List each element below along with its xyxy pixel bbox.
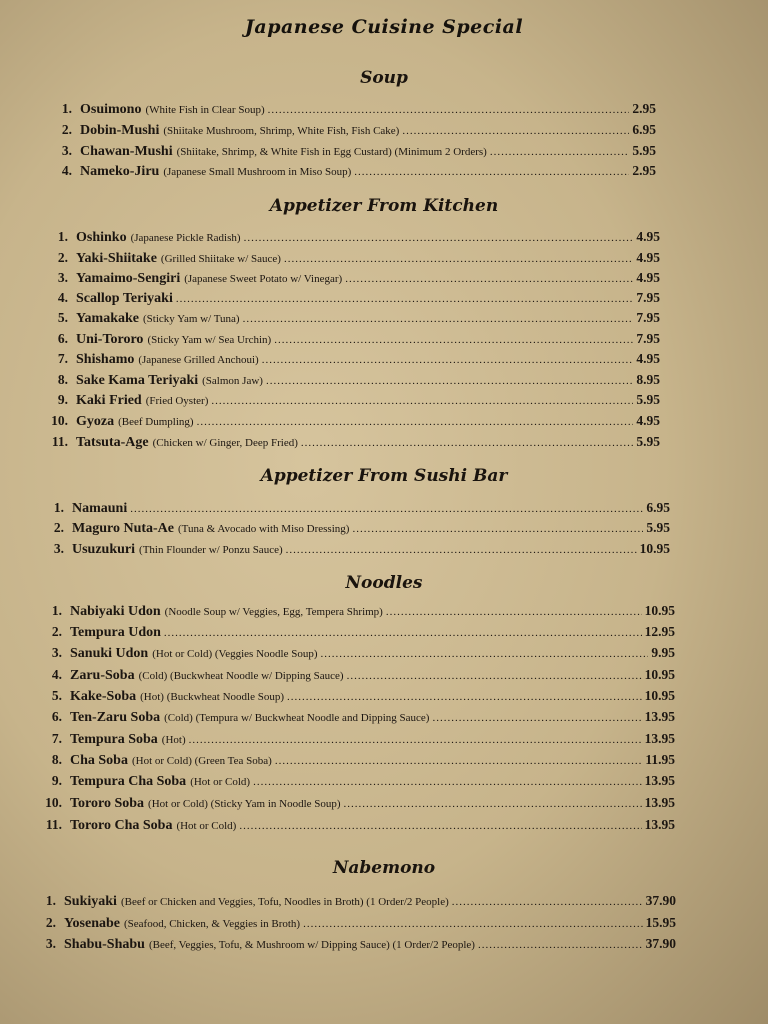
section-title: Nabemono xyxy=(332,858,436,878)
item-number: 11. xyxy=(51,434,68,449)
item-name: Shishamo xyxy=(76,352,135,367)
item-price: 4.95 xyxy=(636,250,660,265)
item-price: 7.95 xyxy=(636,310,660,325)
item-price: 6.95 xyxy=(646,500,670,515)
item-price: 13.95 xyxy=(644,795,675,810)
menu-item xyxy=(0,372,660,392)
menu-item xyxy=(0,520,670,540)
dot-leader xyxy=(266,375,633,387)
item-number: 9. xyxy=(51,773,62,788)
item-number: 2. xyxy=(53,520,64,535)
item-name: Dobin-Mushi xyxy=(80,123,160,138)
item-price: 4.95 xyxy=(636,413,660,428)
item-price: 2.95 xyxy=(632,101,656,116)
item-name: Maguro Nuta-Ae xyxy=(72,521,175,536)
dot-leader xyxy=(262,354,634,366)
dot-leader xyxy=(303,918,643,930)
item-number: 2. xyxy=(57,250,68,265)
item-number: 4. xyxy=(51,667,62,682)
dot-leader xyxy=(402,125,629,137)
item-name: Tempura Soba xyxy=(70,732,158,747)
section-title: Appetizer From Sushi Bar xyxy=(260,466,508,486)
item-description: (Japanese Grilled Anchoui) xyxy=(138,354,259,366)
item-number: 1. xyxy=(61,101,72,116)
item-name: Tororo Cha Soba xyxy=(70,818,173,833)
item-description: (Japanese Small Mushroom in Miso Soup) xyxy=(163,166,352,178)
item-price: 5.95 xyxy=(632,143,656,158)
item-number: 2. xyxy=(51,624,62,639)
item-description: (Thin Flounder w/ Ponzu Sauce) xyxy=(139,544,283,556)
menu-item xyxy=(0,413,660,433)
item-price: 8.95 xyxy=(636,372,660,387)
item-description: (Shiitake Mushroom, Shrimp, White Fish, Fish Cake) xyxy=(163,125,400,137)
item-price: 13.95 xyxy=(644,773,675,788)
item-number: 6. xyxy=(51,709,62,724)
item-number: 6. xyxy=(57,331,68,346)
item-description: (Hot) xyxy=(161,734,186,746)
item-price: 10.95 xyxy=(644,603,675,618)
dot-leader xyxy=(243,313,634,325)
item-description: (Hot or Cold) xyxy=(190,776,251,788)
item-description: (Japanese Pickle Radish) xyxy=(130,232,241,244)
menu-item xyxy=(0,434,660,454)
item-price: 11.95 xyxy=(645,752,675,767)
dot-leader xyxy=(354,166,629,178)
item-name: Cha Soba xyxy=(70,753,128,768)
item-price: 5.95 xyxy=(646,520,670,535)
menu-item xyxy=(0,122,656,142)
item-description: (Sticky Yam w/ Sea Urchin) xyxy=(147,334,272,346)
dot-leader xyxy=(211,395,633,407)
dot-leader xyxy=(432,712,641,724)
item-price: 4.95 xyxy=(636,351,660,366)
item-description: (Grilled Shiitake w/ Sauce) xyxy=(160,253,281,265)
item-price: 37.90 xyxy=(645,893,676,908)
item-price: 37.90 xyxy=(645,936,676,951)
item-number: 5. xyxy=(57,310,68,325)
item-price: 13.95 xyxy=(644,817,675,832)
item-description: (Beef, Veggies, Tofu, & Mushroom w/ Dipping Sauce) (1 Order/2 People) xyxy=(148,939,475,951)
item-name: Chawan-Mushi xyxy=(80,144,173,159)
item-description: (Hot or Cold) (Green Tea Soba) xyxy=(131,755,272,767)
item-description: (Shiitake, Shrimp, & White Fish in Egg Custard) (Minimum 2 Orders) xyxy=(176,146,487,158)
dot-leader xyxy=(239,820,641,832)
item-number: 8. xyxy=(51,752,62,767)
dot-leader xyxy=(286,544,637,556)
dot-leader xyxy=(197,416,634,428)
menu-item xyxy=(0,392,660,412)
item-number: 3. xyxy=(61,143,72,158)
item-name: Yamakake xyxy=(76,311,140,326)
item-description: (Hot or Cold) (Veggies Noodle Soup) xyxy=(152,648,318,660)
item-description: (Fried Oyster) xyxy=(145,395,209,407)
menu-item xyxy=(0,290,660,310)
item-price: 2.95 xyxy=(632,163,656,178)
menu-item xyxy=(0,143,656,163)
dot-leader xyxy=(176,293,634,305)
dot-leader xyxy=(130,503,643,515)
menu-item xyxy=(0,331,660,351)
item-price: 10.95 xyxy=(639,541,670,556)
item-description: (Cold) (Buckwheat Noodle w/ Dipping Sauce) xyxy=(138,670,344,682)
menu-item xyxy=(0,101,656,121)
menu-item xyxy=(0,603,675,623)
menu-item xyxy=(0,541,670,561)
item-price: 13.95 xyxy=(644,709,675,724)
item-number: 1. xyxy=(53,500,64,515)
item-number: 1. xyxy=(45,893,56,908)
item-price: 4.95 xyxy=(636,270,660,285)
item-number: 7. xyxy=(51,731,62,746)
menu-item xyxy=(0,310,660,330)
item-description: (Tuna & Avocado with Miso Dressing) xyxy=(178,523,350,535)
item-price: 12.95 xyxy=(644,624,675,639)
item-description: (Chicken w/ Ginger, Deep Fried) xyxy=(152,437,298,449)
item-description: (Hot or Cold) (Sticky Yam in Noodle Soup) xyxy=(148,798,341,810)
item-number: 3. xyxy=(57,270,68,285)
dot-leader xyxy=(164,627,642,639)
item-description: (Noodle Soup w/ Veggies, Egg, Tempera Shrimp) xyxy=(164,606,383,618)
menu-item xyxy=(0,817,675,837)
item-name: Tempura Cha Soba xyxy=(70,774,187,789)
menu-item xyxy=(0,250,660,270)
dot-leader xyxy=(253,776,642,788)
item-number: 3. xyxy=(53,541,64,556)
item-description: (Sticky Yam w/ Tuna) xyxy=(143,313,240,325)
item-name: Nameko-Jiru xyxy=(80,164,160,179)
dot-leader xyxy=(490,146,630,158)
item-price: 7.95 xyxy=(636,331,660,346)
item-description: (Salmon Jaw) xyxy=(202,375,263,387)
item-price: 6.95 xyxy=(632,122,656,137)
item-name: Tempura Udon xyxy=(70,625,161,640)
dot-leader xyxy=(344,798,642,810)
item-number: 4. xyxy=(61,163,72,178)
item-number: 10. xyxy=(45,795,62,810)
item-name: Oshinko xyxy=(76,230,127,245)
item-description: (Hot or Cold) xyxy=(176,820,237,832)
menu-item xyxy=(0,936,676,956)
menu-item xyxy=(0,752,675,772)
item-name: Nabiyaki Udon xyxy=(70,604,161,619)
item-name: Zaru-Soba xyxy=(70,668,135,683)
item-number: 1. xyxy=(57,229,68,244)
item-description: (Japanese Sweet Potato w/ Vinegar) xyxy=(184,273,343,285)
item-name: Tatsuta-Age xyxy=(76,435,149,450)
item-number: 7. xyxy=(57,351,68,366)
item-price: 5.95 xyxy=(636,434,660,449)
item-number: 2. xyxy=(45,915,56,930)
item-number: 3. xyxy=(51,645,62,660)
item-description: (Hot) (Buckwheat Noodle Soup) xyxy=(140,691,285,703)
dot-leader xyxy=(452,896,643,908)
item-name: Namauni xyxy=(72,501,128,516)
menu-item xyxy=(0,709,675,729)
item-name: Sake Kama Teriyaki xyxy=(76,373,199,388)
dot-leader xyxy=(284,253,633,265)
menu-title: Japanese Cuisine Special xyxy=(244,16,524,38)
menu-item xyxy=(0,624,675,644)
dot-leader xyxy=(287,691,642,703)
menu-item xyxy=(0,773,675,793)
item-number: 9. xyxy=(57,392,68,407)
item-description: (Beef or Chicken and Veggies, Tofu, Noodles in Broth) (1 Order/2 People) xyxy=(120,896,449,908)
menu-item xyxy=(0,795,675,815)
item-name: Yosenabe xyxy=(64,916,121,931)
item-number: 3. xyxy=(45,936,56,951)
item-name: Ten-Zaru Soba xyxy=(70,710,161,725)
item-price: 7.95 xyxy=(636,290,660,305)
item-price: 10.95 xyxy=(644,667,675,682)
item-price: 13.95 xyxy=(644,731,675,746)
dot-leader xyxy=(274,334,633,346)
dot-leader xyxy=(478,939,643,951)
dot-leader xyxy=(275,755,643,767)
item-name: Kake-Soba xyxy=(70,689,137,704)
item-number: 11. xyxy=(45,817,62,832)
item-name: Yaki-Shiitake xyxy=(76,251,157,266)
menu-item xyxy=(0,270,660,290)
dot-leader xyxy=(347,670,642,682)
dot-leader xyxy=(352,523,643,535)
item-description: (Cold) (Tempura w/ Buckwheat Noodle and Dipping Sauce) xyxy=(164,712,430,724)
dot-leader xyxy=(386,606,642,618)
menu-item xyxy=(0,731,675,751)
item-name: Kaki Fried xyxy=(76,393,142,408)
dot-leader xyxy=(189,734,642,746)
item-description: (White Fish in Clear Soup) xyxy=(145,104,265,116)
menu-item xyxy=(0,688,675,708)
item-price: 4.95 xyxy=(636,229,660,244)
dot-leader xyxy=(321,648,649,660)
menu-item xyxy=(0,229,660,249)
item-name: Gyoza xyxy=(76,414,115,429)
item-name: Scallop Teriyaki xyxy=(76,291,173,306)
item-number: 5. xyxy=(51,688,62,703)
item-description: (Seafood, Chicken, & Veggies in Broth) xyxy=(124,918,301,930)
item-price: 15.95 xyxy=(645,915,676,930)
menu-item xyxy=(0,915,676,935)
dot-leader xyxy=(244,232,634,244)
item-name: Uni-Tororo xyxy=(76,332,144,347)
menu-item xyxy=(0,351,660,371)
item-description: (Beef Dumpling) xyxy=(118,416,194,428)
menu-item xyxy=(0,667,675,687)
section-title: Appetizer From Kitchen xyxy=(269,196,499,216)
dot-leader xyxy=(268,104,630,116)
dot-leader xyxy=(301,437,633,449)
menu-item xyxy=(0,893,676,913)
item-price: 9.95 xyxy=(651,645,675,660)
menu-item xyxy=(0,500,670,520)
item-number: 8. xyxy=(57,372,68,387)
item-number: 10. xyxy=(51,413,68,428)
item-number: 1. xyxy=(51,603,62,618)
menu-item xyxy=(0,645,675,665)
item-name: Yamaimo-Sengiri xyxy=(76,271,181,286)
item-name: Tororo Soba xyxy=(70,796,145,811)
item-number: 4. xyxy=(57,290,68,305)
dot-leader xyxy=(345,273,633,285)
item-name: Sukiyaki xyxy=(64,894,117,909)
item-name: Usuzukuri xyxy=(72,542,136,557)
item-price: 5.95 xyxy=(636,392,660,407)
menu-item xyxy=(0,163,656,183)
section-title: Noodles xyxy=(345,573,423,593)
item-name: Shabu-Shabu xyxy=(64,937,145,952)
item-name: Osuimono xyxy=(80,102,142,117)
section-title: Soup xyxy=(360,68,408,88)
item-number: 2. xyxy=(61,122,72,137)
item-name: Sanuki Udon xyxy=(70,646,149,661)
item-price: 10.95 xyxy=(644,688,675,703)
